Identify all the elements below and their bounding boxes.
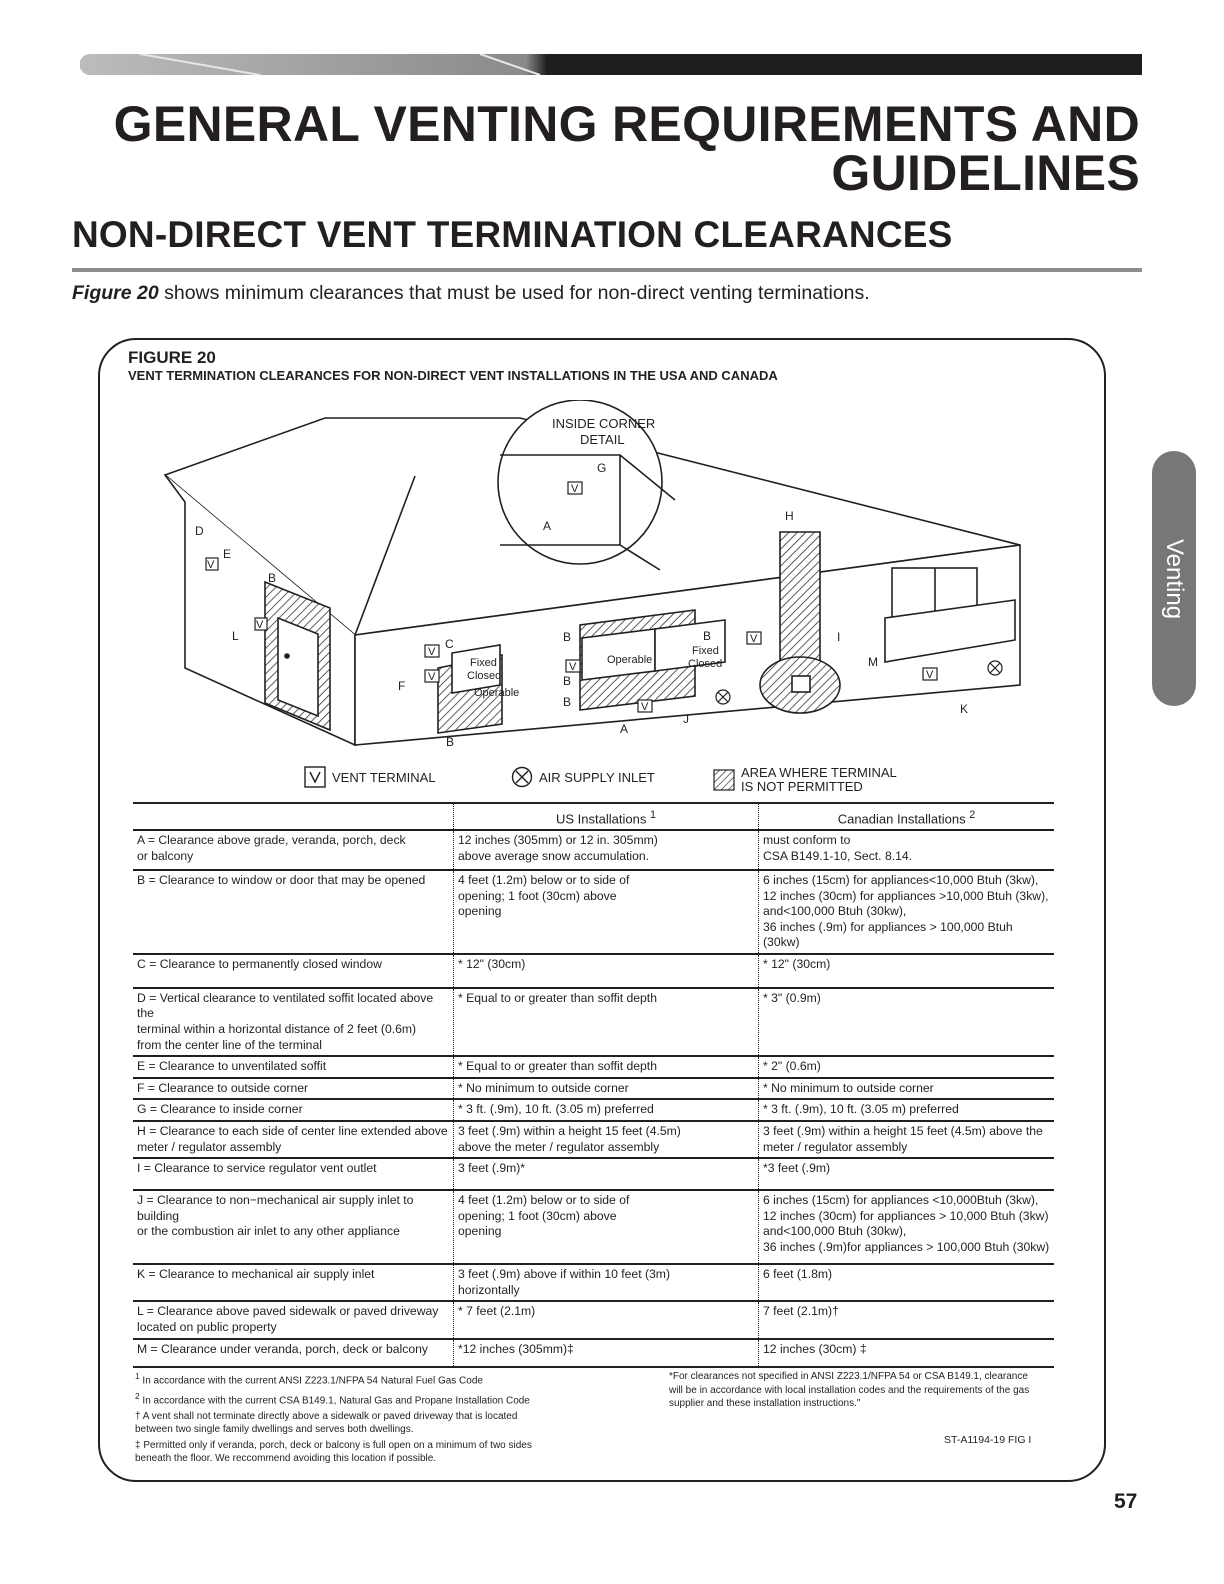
svg-text:I: I [837,630,841,644]
row-g-ca: * 3 ft. (.9m), 10 ft. (3.05 m) preferred [759,1099,1055,1121]
legend-air-supply-inlet-label: AIR SUPPLY INLET [539,769,655,785]
title-line-1: GENERAL VENTING REQUIREMENTS AND [113,96,1140,152]
page-title [113,96,1140,201]
footnote-2 [135,1390,575,1408]
row-d-us: * Equal to or greater than soffit depth [454,988,759,1056]
footnote-1-text: In accordance with the current ANSI Z223.1/NFPA 54 Natural Fuel Gas Code [142,1375,483,1387]
legend-air-supply-inlet [511,766,655,788]
vent-mark-inset: V [571,483,579,495]
table-header-canada [759,803,1055,830]
svg-text:C: C [445,637,454,651]
vent-terminal-icon [304,766,326,788]
table-row [133,1121,1054,1158]
table-row [133,1158,1054,1190]
table-row [133,830,1054,870]
side-tab-venting[interactable] [1152,451,1196,706]
header-bar [80,54,1142,75]
row-k-us: 3 feet (.9m) above if within 10 feet (3m) horizontally [454,1264,759,1301]
svg-text:A: A [543,519,552,533]
row-d-ca: * 3" (0.9m) [759,988,1055,1056]
row-l-ca: 7 feet (2.1m)† [759,1301,1055,1338]
vent-mark-f: V [428,671,436,683]
svg-text:M: M [868,655,878,669]
svg-text:B: B [563,674,572,688]
clearance-table [133,802,1054,1368]
row-a-ca: must conform to CSA B149.1-10, Sect. 8.14. [759,830,1055,870]
row-d-label: D = Vertical clearance to ventilated soffit located above the terminal within a horizontal distance of 2 feet (0.6m) from the center line of the terminal [133,988,454,1056]
vent-mark-l: V [256,619,264,631]
svg-text:K: K [960,702,969,716]
row-e-ca: * 2" (0.6m) [759,1056,1055,1078]
ca-header-sup: 2 [969,809,976,821]
row-a-us: 12 inches (305mm) or 12 in. 305mm) above average snow accumulation. [454,830,759,870]
table-row [133,1056,1054,1078]
footnotes-left [135,1370,575,1468]
figure-id: ST-A1194-19 FIG I [944,1434,1032,1446]
svg-text:B: B [703,629,712,643]
legend-area-label-2: IS NOT PERMITTED [741,779,863,794]
window1-closed-label: Closed [467,670,502,682]
legend-area-label-1: AREA WHERE TERMINAL [741,765,897,780]
table-row [133,1099,1054,1121]
window1-fixed-label: Fixed [470,657,497,669]
row-h-ca: 3 feet (.9m) within a height 15 feet (4.5m) above the meter / regulator assembly [759,1121,1055,1158]
row-c-label: C = Clearance to permanently closed window [133,954,454,988]
svg-text:B: B [268,571,277,585]
figure-caption: VENT TERMINATION CLEARANCES FOR NON-DIRECT VENT INSTALLATIONS IN THE USA AND CANADA [128,368,778,383]
svg-text:F: F [398,679,406,693]
table-row [133,870,1054,954]
page-number: 57 [1114,1490,1138,1513]
row-e-label: E = Clearance to unventilated soffit [133,1056,454,1078]
footnote-2-text: In accordance with the current CSA B149.1, Natural Gas and Propane Installation Code [142,1395,530,1407]
legend-area-not-permitted [713,766,897,794]
figure-reference: Figure 20 [72,282,159,304]
section-title: NON-DIRECT VENT TERMINATION CLEARANCES [72,214,953,255]
svg-text:A: A [620,722,629,736]
row-m-ca: 12 inches (30cm) ‡ [759,1339,1055,1367]
table-row [133,1339,1054,1367]
row-f-ca: * No minimum to outside corner [759,1078,1055,1100]
svg-text:G: G [597,461,607,475]
footnote-dagger: † A vent shall not terminate directly above a sidewalk or paved driveway that is located between two single family dwellings and serves both dwellings. [135,1410,518,1436]
table-row [133,954,1054,988]
window2-fixed-label: Fixed [692,645,719,657]
vent-mark-window: V [750,633,758,645]
ca-header-label: Canadian Installations [837,811,966,827]
row-b-label: B = Clearance to window or door that may be opened [133,870,454,954]
row-e-us: * Equal to or greater than soffit depth [454,1056,759,1078]
footnote-1-sup: 1 [135,1371,140,1381]
row-j-label: J = Clearance to non−mechanical air supply inlet to building or the combustion air inlet to any other appliance [133,1190,454,1264]
row-h-us: 3 feet (.9m) within a height 15 feet (4.5m) above the meter / regulator assembly [454,1121,759,1158]
footnote-1 [135,1370,575,1388]
svg-text:L: L [232,629,239,643]
row-a-label: A = Clearance above grade, veranda, porch, deck or balcony [133,830,454,870]
svg-text:J: J [683,712,689,726]
intro-paragraph [72,282,870,305]
window2-closed-label: Closed [688,658,723,670]
window2-operable-label: Operable [607,654,653,666]
row-g-label: G = Clearance to inside corner [133,1099,454,1121]
row-k-ca: 6 feet (1.8m) [759,1264,1055,1301]
svg-text:H: H [785,509,794,523]
footnote-double-dagger: ‡ Permitted only if veranda, porch, deck or balcony is full open on a minimum of two sides beneath the floor. We reccommend avoiding this location if possible. [135,1439,532,1465]
table-header-us [454,803,759,830]
svg-text:D: D [195,524,204,538]
title-line-2: GUIDELINES [831,145,1140,201]
vent-mark-d: V [207,559,215,571]
vent-mark-a: V [641,701,649,713]
table-row [133,1264,1054,1301]
inset-title-1: INSIDE CORNER [552,416,656,431]
svg-text:B: B [563,630,572,644]
row-i-label: I = Clearance to service regulator vent outlet [133,1158,454,1190]
row-g-us: * 3 ft. (.9m), 10 ft. (3.05 m) preferred [454,1099,759,1121]
row-m-us: *12 inches (305mm)‡ [454,1339,759,1367]
row-f-us: * No minimum to outside corner [454,1078,759,1100]
figure-number: FIGURE 20 [128,348,216,367]
side-tab-label: Venting [1161,538,1188,619]
table-row [133,1301,1054,1338]
svg-text:B: B [563,695,572,709]
row-c-ca: * 12" (30cm) [759,954,1055,988]
row-j-ca: 6 inches (15cm) for appliances <10,000Btuh (3kw), 12 inches (30cm) for appliances > 10,000 Btuh (3kw) and<100,000 Btuh (30kw), 36 inches (.9m)for appliances > 100,000 Btuh (30kw) [759,1190,1055,1264]
row-i-us: 3 feet (.9m)* [454,1158,759,1190]
legend-vent-terminal [304,766,436,788]
section-rule [72,268,1142,272]
air-supply-inlet-icon [511,766,533,788]
row-b-us: 4 feet (1.2m) below or to side of opening; 1 foot (30cm) above opening [454,870,759,954]
us-header-sup: 1 [649,809,656,821]
inset-title-2: DETAIL [580,432,625,447]
row-k-label: K = Clearance to mechanical air supply inlet [133,1264,454,1301]
row-j-us: 4 feet (1.2m) below or to side of opening; 1 foot (30cm) above opening [454,1190,759,1264]
row-i-ca: *3 feet (.9m) [759,1158,1055,1190]
house-clearance-diagram [140,400,1040,760]
svg-text:E: E [223,547,232,561]
vent-mark-c: V [428,646,436,658]
footnote-2-sup: 2 [135,1390,140,1401]
row-c-us: * 12" (30cm) [454,954,759,988]
us-header-label: US Installations [556,811,647,827]
svg-text:B: B [446,735,455,749]
window1-operable-label: Operable [474,687,520,699]
row-f-label: F = Clearance to outside corner [133,1078,454,1100]
row-l-us: * 7 feet (2.1m) [454,1301,759,1338]
intro-text: shows minimum clearances that must be used for non-direct venting terminations. [158,282,870,304]
row-b-ca: 6 inches (15cm) for appliances<10,000 Btuh (3kw), 12 inches (30cm) for appliances >10,000 Btuh (3kw), and<100,000 Btuh (30kw), 36 inches (.9m) for appliances > 100,000 Btuh (30kw) [759,870,1055,954]
row-l-label: L = Clearance above paved sidewalk or paved driveway located on public property [133,1301,454,1338]
table-header-row [133,803,1054,830]
vent-mark-m: V [926,669,934,681]
row-m-label: M = Clearance under veranda, porch, deck or balcony [133,1339,454,1367]
row-h-label: H = Clearance to each side of center line extended above meter / regulator assembly [133,1121,454,1158]
hatched-area-icon [713,769,735,791]
footnote-right: *For clearances not specified in ANSI Z223.1/NFPA 54 or CSA B149.1, clearance will be in accordance with local installation codes and the requirements of the gas supplier and these installation instructions." [669,1371,1030,1409]
table-header-empty [133,803,454,830]
table-row [133,988,1054,1056]
table-row [133,1190,1054,1264]
table-row [133,1078,1054,1100]
vent-mark-b: V [569,661,577,673]
legend-vent-terminal-label: VENT TERMINAL [332,769,436,785]
